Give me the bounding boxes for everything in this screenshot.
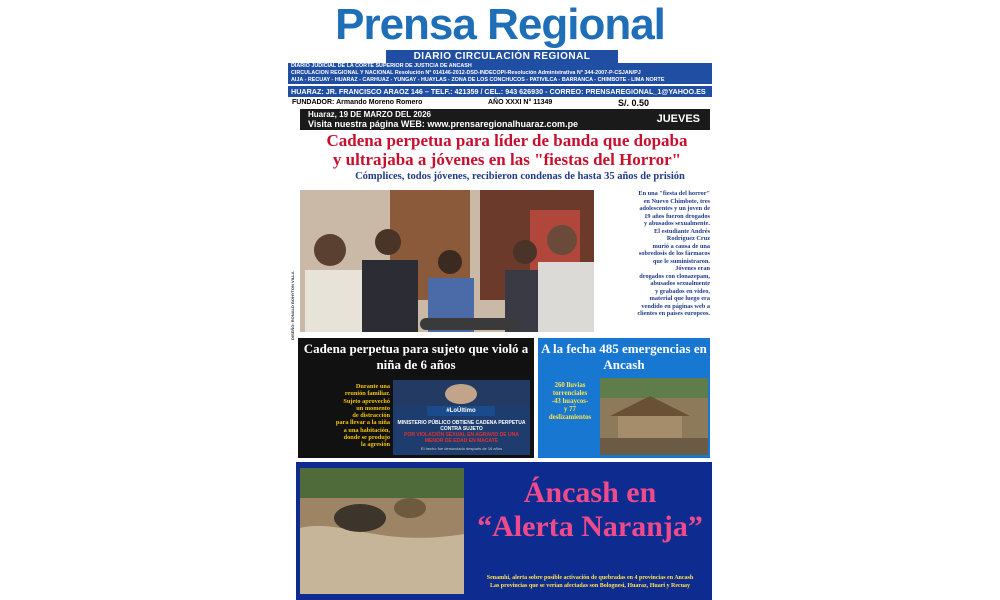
story-left-line: la agresión (360, 441, 390, 449)
side-text-line: murió a causa de una (652, 242, 710, 250)
side-text-line: que le suministraron. (652, 257, 710, 265)
landslide-photo (600, 378, 708, 455)
masthead-subtitle: DIARIO CIRCULACIÓN REGIONAL (386, 50, 618, 63)
bottom-headline-line-1: Áncash en (523, 476, 657, 509)
address-line: HUARAZ: JR. FRANCISCO ARAOZ 146 – TELF.: 421359 / CEL.: 943 626930 - CORREO: PRENSAREGIONAL_1@YAHOO.ES (288, 86, 712, 97)
breaking-badge: #LoÚltimo (427, 406, 495, 416)
design-credit: DISEÑO: RONALD BOHYTON VILLA (290, 271, 295, 340)
side-text-line: Rodríguez Cruz (666, 235, 710, 242)
side-text-line: y grabados en video, (655, 287, 710, 295)
masthead-title: Prensa Regional (335, 0, 665, 49)
main-kicker: Cómplices, todos jóvenes, recibieron condenas de hasta 35 años de prisión (355, 171, 685, 182)
main-headline-line-2: y ultrajaba a jóvenes en las "fiestas del Horror" (332, 150, 682, 169)
main-photo (300, 190, 594, 332)
issue-date: Huaraz, 19 DE MARZO DEL 2026 (308, 110, 432, 119)
bottom-headline-line-2: “Alerta Naranja” (477, 510, 703, 543)
story-right-line: torrenciales (552, 390, 588, 397)
info-line-1: DIARIO JUDICIAL DE LA CORTE SUPERIOR DE JUSTICIA DE ANCASH (291, 63, 472, 69)
main-story-text (598, 190, 710, 318)
story-left-text (302, 383, 390, 449)
side-text-line: sobredosis de los fármacos (638, 250, 710, 257)
story-left-line: a una habitación, (343, 426, 390, 434)
main-headline (302, 131, 712, 169)
story-right-line: -43 huaycos- (551, 398, 589, 405)
weekday: JUEVES (656, 113, 700, 125)
story-left-line: donde se produjo (343, 434, 390, 442)
year-issue: AÑO XXXI N° 11349 (488, 99, 553, 106)
story-left-line: un momento (356, 404, 390, 412)
story-left-line: de distracción (352, 412, 390, 420)
story-left-line: Durante una (355, 383, 390, 390)
bottom-headline (468, 476, 712, 544)
story-box-bottom (296, 462, 712, 600)
story-left-caption-3: El hecho fue denunciado después de 16 años (420, 446, 503, 451)
info-line-2: CIRCULACIÓN REGIONAL Y NACIONAL Resolución N° 014146-2012-DSD-INDECOPI-Resolución Administrativa N° 344-2007-P-CSJAN/PJ (291, 70, 641, 76)
flood-debris-icon (300, 468, 464, 594)
house-damage-icon (600, 378, 708, 455)
website-link[interactable]: Visita nuestra página WEB: www.prensaregionalhuaraz.com.pe (308, 119, 579, 129)
story-box-left (298, 338, 534, 458)
info-block (288, 63, 712, 84)
story-right-line: y 77 (564, 406, 576, 413)
founder-row (288, 98, 712, 108)
side-text-line: vendido en páginas web a (641, 302, 710, 310)
story-left-line: reunión familiar. (344, 390, 390, 398)
side-text-line: y abusados sexualmente. (644, 220, 710, 227)
founder-text: FUNDADOR: Armando Moreno Romero (292, 99, 423, 106)
side-text-line: abusados sexualmente (650, 280, 710, 287)
newspaper-front-page (288, 0, 712, 600)
story-right-line: 260 lluvias (554, 382, 586, 389)
story-left-photo (393, 380, 530, 455)
story-box-right (538, 338, 710, 458)
side-text-line: adolescentes y un joven de (639, 205, 710, 212)
story-left-title: Cadena perpetua para sujeto que violó a niña de 6 años (303, 341, 529, 372)
side-text-line: En una "fiesta del horror" (638, 190, 710, 197)
courtroom-photo-icon (300, 190, 594, 332)
river-photo (300, 468, 464, 594)
bottom-footer (468, 574, 712, 590)
side-text-line: 19 años fueron drogados (644, 212, 710, 220)
story-left-line: Sujeto aprovechó (343, 397, 390, 405)
date-bar (300, 109, 710, 130)
side-text-line: El estudiante Andrés (654, 227, 710, 235)
story-left-line: para llevar a la niña (335, 419, 390, 427)
hands-icon (393, 380, 530, 406)
side-text-line: en Nuevo Chimbote, tres (643, 197, 710, 205)
price: S/. 0.50 (618, 98, 650, 108)
story-left-caption-1: MINISTERIO PÚBLICO OBTIENE CADENA PERPETUA CONTRA SUJETO (397, 420, 526, 432)
side-text-line: material que luego era (649, 295, 710, 302)
info-line-3: AIJA - RECUAY - HUARAZ - CARHUAZ - YUNGAY - HUAYLAS - ZONA DE LOS CONCHUCOS - PATIVILCA - BARRANCA - CHIMBOTE - LIMA NORTE (291, 77, 665, 83)
side-text-line: drogados con clonazepam, (639, 272, 710, 280)
story-right-title: A la fecha 485 emergencias en Ancash (541, 341, 707, 372)
story-right-line: deslizamientos (548, 414, 592, 421)
story-left-caption-2: POR VIOLACIÓN SEXUAL EN AGRAVIO DE UNA MENOR DE EDAD EN MACATE (404, 432, 519, 444)
bottom-footer-line-1: Senamhi, alerta sobre posible activación de quebradas en 4 provincias en Ancash (486, 575, 694, 581)
story-right-text (540, 382, 600, 422)
side-text-line: Jóvenes eran (675, 265, 710, 272)
side-text-line: clientes en países europeos. (637, 310, 710, 317)
main-headline-line-1: Cadena perpetua para líder de banda que dopaba (326, 131, 688, 150)
bottom-footer-line-2: Las provincias que se verían afectadas son Bolognesi, Huaraz, Huari y Recuay (489, 583, 691, 589)
